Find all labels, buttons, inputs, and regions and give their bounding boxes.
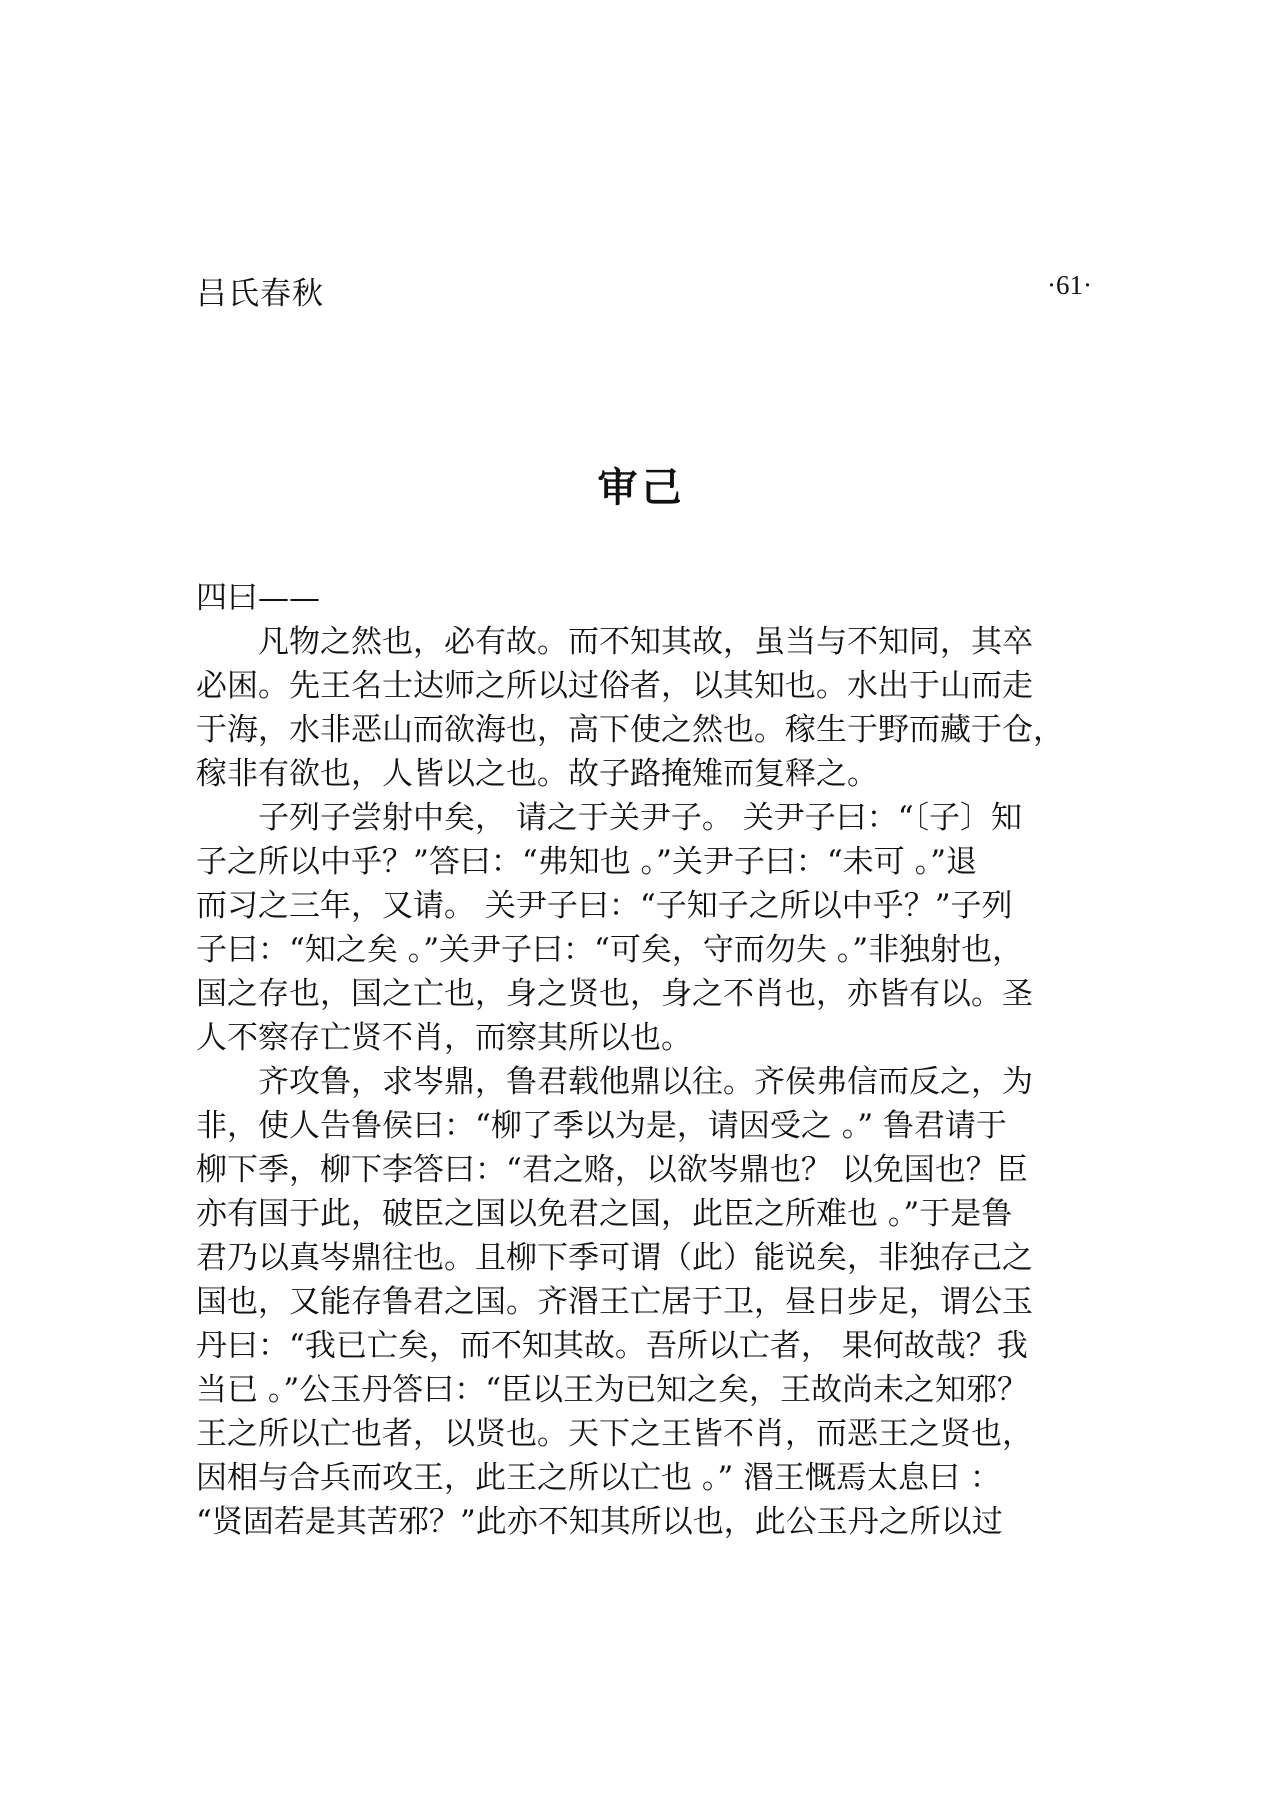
text-line: 稼非有欲也，人皆以之也。故子路掩雉而复释之。 [196, 756, 878, 792]
chapter-title: 审己 [597, 465, 686, 511]
text-line: 于海，水非恶山而欲海也，高下使之然也。稼生于野而藏于仓， [196, 712, 1064, 748]
text-line: 柳下季，柳下李答曰：“君之赂，以欲岑鼎也？ 以免国也？臣 [196, 1152, 1028, 1188]
text-line: 因相与合兵而攻王，此王之所以亡也 。” 湣王慨焉太息曰 ： [196, 1460, 1001, 1496]
text-line: 四曰—— [196, 580, 320, 616]
page-number: ·61· [1047, 270, 1092, 300]
text-line: 齐攻鲁，求岑鼎，鲁君载他鼎以往。齐侯弗信而反之，为 [196, 1064, 1033, 1100]
text-line: 非，使人告鲁侯曰：“柳了季以为是，请因受之 。” 鲁君请于 [196, 1108, 1007, 1144]
text-line: 子之所以中乎？”答曰：“弗知也 。”关尹子曰：“未可 。”退 [196, 844, 977, 880]
body-text [196, 576, 1096, 1544]
text-line: 子曰：“知之矣 。”关尹子曰：“可矣，守而勿失 。”非独射也， [196, 932, 1024, 968]
text-line: 国之存也，国之亡也，身之贤也，身之不肖也，亦皆有以。圣 [196, 976, 1033, 1012]
text-line: 国也，又能存鲁君之国。齐湣王亡居于卫，昼日步足，谓公玉 [196, 1284, 1033, 1320]
text-line: 君乃以真岑鼎往也。且柳下季可谓（此）能说矣，非独存己之 [196, 1240, 1033, 1276]
text-line: “贤固若是其苦邪？”此亦不知其所以也，此公玉丹之所以过 [196, 1504, 1003, 1540]
text-line: 丹曰：“我已亡矣，而不知其故。吾所以亡者， 果何故哉？我 [196, 1328, 1028, 1364]
book-title: 吕氏春秋 [196, 276, 324, 312]
text-line: 亦有国于此，破臣之国以免君之国，此臣之所难也 。”于是鲁 [196, 1196, 1013, 1232]
text-line: 凡物之然也，必有故。而不知其故，虽当与不知同，其卒 [196, 624, 1033, 660]
text-line: 必困。先王名士达师之所以过俗者，以其知也。水出于山而走 [196, 668, 1033, 704]
text-line: 人不察存亡贤不肖，而察其所以也。 [196, 1020, 692, 1056]
running-header [196, 268, 1092, 312]
text-line: 王之所以亡也者，以贤也。天下之王皆不肖，而恶王之贤也， [196, 1416, 1033, 1452]
text-line: 而习之三年，又请。 关尹子曰：“子知子之所以中乎？”子列 [196, 888, 1013, 924]
text-line: 当已 。”公玉丹答曰：“臣以王为已知之矣，王故尚未之知邪？ [196, 1372, 1029, 1408]
text-line: 子列子尝射中矣， 请之于关尹子。 关尹子曰：“〔子〕知 [196, 800, 1023, 836]
